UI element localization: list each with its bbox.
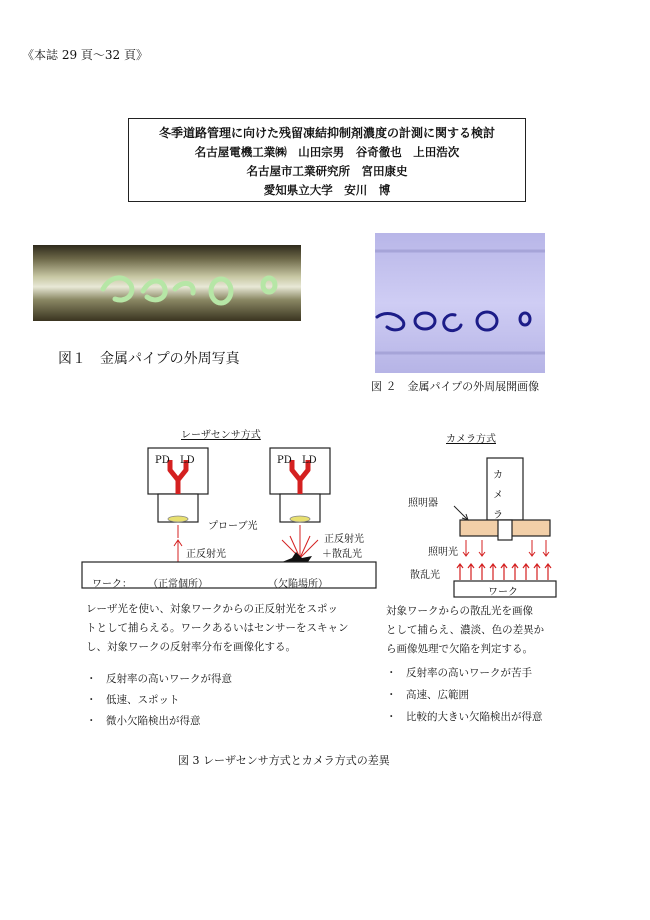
camera-method-heading: カメラ方式 (446, 434, 496, 445)
camera-description: 対象ワークからの散乱光を画像 として捕らえ、濃淡、色の差異か ら画像処理で欠陥を判定する。 (386, 605, 545, 655)
page-reference: 《本誌 29 頁〜32 頁》 (22, 48, 148, 62)
author-line-2: 名古屋市工業研究所 宮田康史 (246, 164, 408, 178)
title-box (128, 118, 526, 202)
figure-3-caption: 図 3 レーザセンサ方式とカメラ方式の差異 (178, 754, 390, 767)
specular-light-label: 正反射光 (186, 549, 226, 560)
camera-method-diagram (440, 450, 570, 600)
metal-pipe-photo (33, 245, 301, 321)
author-line-1: 名古屋電機工業㈱ 山田宗男 谷奇徹也 上田浩次 (194, 145, 460, 159)
illuminator-label: 照明器 (408, 498, 438, 509)
normal-part-label: （正常個所） (148, 579, 208, 590)
unrolled-pipe-image (375, 233, 545, 373)
laser-method-heading: レーザセンサ方式 (181, 430, 261, 441)
ld-label-2: LD (302, 455, 317, 466)
laser-bullet-3: ・ 微小欠陥検出が得意 (86, 715, 201, 727)
pd-label-1: PD (155, 455, 170, 466)
figure-2-caption: 図 ２ 金属パイプの外周展開画像 (371, 380, 540, 393)
laser-description: レーザ光を使い、対象ワークからの正反射光をスポッ トとして捕らえる。ワークあるいはセンサーをスキャン し、対象ワークの反射率分布を画像化する。 (86, 603, 349, 653)
camera-char-1: カ (493, 470, 503, 481)
author-line-3: 愛知県立大学 安川 博 (263, 183, 391, 197)
specular-light-label-2: 正反射光 (324, 534, 364, 545)
figure-1-caption: 図１ 金属パイプの外周写真 (58, 351, 240, 367)
probe-light-label: プローブ光 (208, 521, 258, 532)
laser-bullet-2: ・ 低速、スポット (86, 694, 180, 706)
scatter-light-label: ＋散乱光 (322, 549, 362, 560)
ld-label-1: LD (180, 455, 195, 466)
camera-char-2: メ (493, 490, 503, 501)
paper-title: 冬季道路管理に向けた残留凍結抑制剤濃度の計測に関する検討 (158, 126, 495, 140)
pd-label-2: PD (277, 455, 292, 466)
camera-work-label: ワーク (488, 587, 518, 598)
camera-bullet-2: ・ 高速、広範囲 (386, 689, 469, 701)
illumination-light-label: 照明光 (428, 547, 458, 558)
scattered-light-label: 散乱光 (410, 570, 440, 581)
work-label: ワーク： (92, 579, 132, 590)
laser-bullet-1: ・ 反射率の高いワークが得意 (86, 673, 232, 685)
camera-char-3: ラ (493, 510, 503, 521)
defect-part-label: （欠陥場所） (268, 579, 328, 590)
camera-bullet-1: ・ 反射率の高いワークが苦手 (386, 667, 532, 679)
camera-bullet-3: ・ 比較的大きい欠陥検出が得意 (386, 711, 543, 723)
